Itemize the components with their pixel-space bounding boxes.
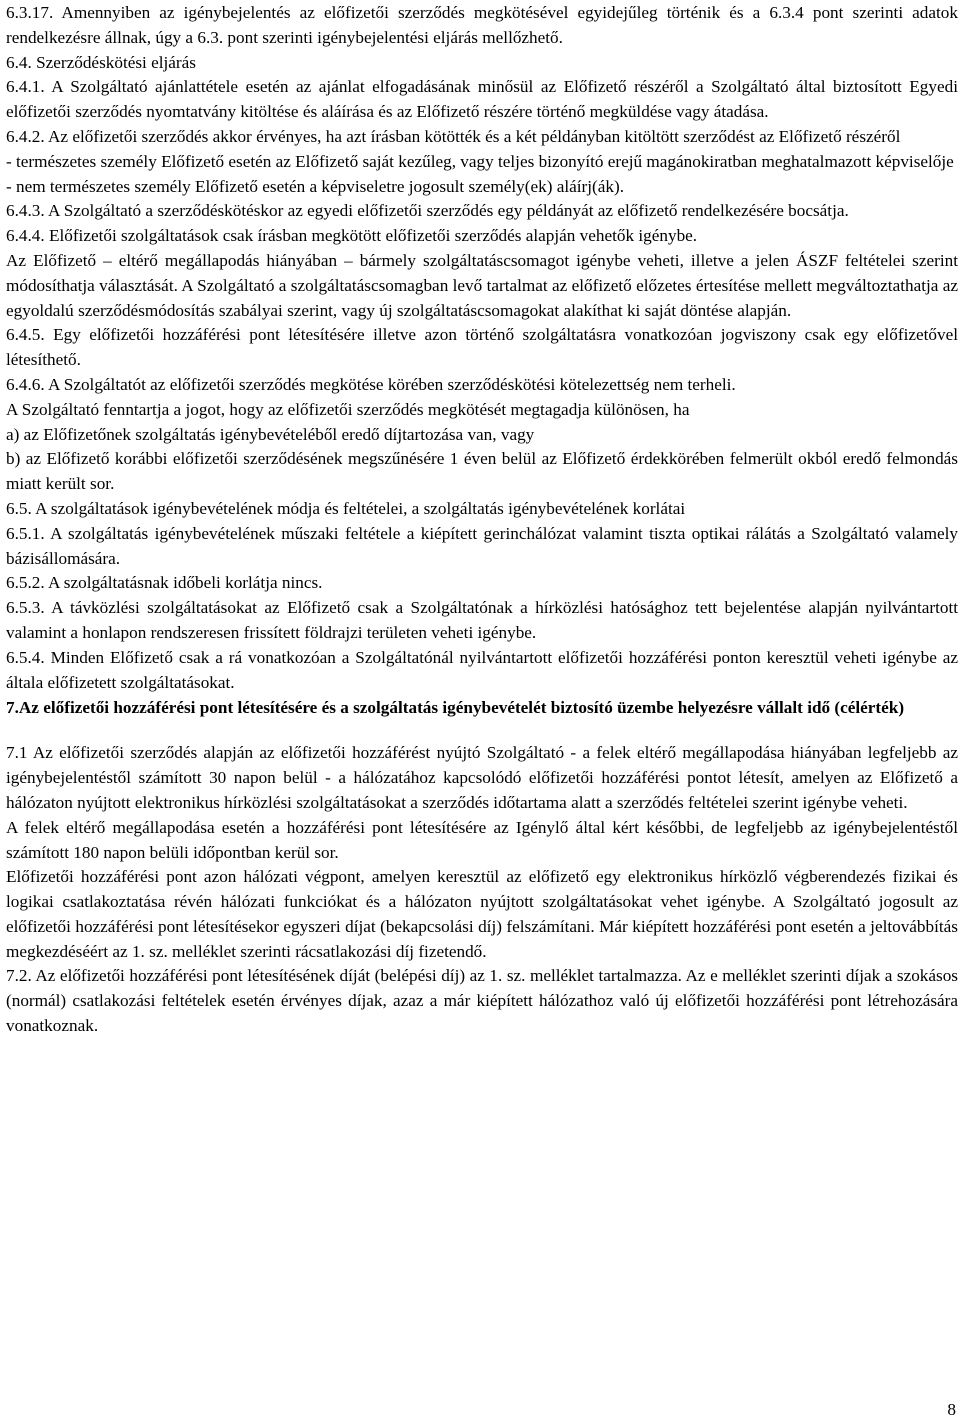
section-heading-7: 7.Az előfizetői hozzáférési pont létesítésére és a szolgáltatás igénybevételét biztosító üzembe helyezésre vállalt idő (célérték) <box>6 698 905 718</box>
paragraph-6-5-3: 6.5.3. A távközlési szolgáltatásokat az Előfizető csak a Szolgáltatónak a hírközlési hatósághoz tett bejelentése alapján nyilvántartott valamint a honlapon rendszeresen frissített földrajzi területen veheti igénybe. <box>6 598 958 642</box>
paragraph-6-5-4: 6.5.4. Minden Előfizető csak a rá vonatkozóan a Szolgáltatónál nyilvántartott előfizetői hozzáférési ponton keresztül veheti igénybe az általa előfizetett szolgáltatásokat. <box>6 647 958 692</box>
paragraph-6-4-5: 6.4.5. Egy előfizetői hozzáférési pont létesítésére illetve azon történő szolgáltatásra vonatkozóan jogviszony csak egy előfizetővel létesíthető. <box>6 325 958 370</box>
list-item-legal-person: - nem természetes személy Előfizető esetén a képviseletre jogosult személy(ek) aláírj(ák). <box>6 176 625 196</box>
paragraph-7-1: 7.1 Az előfizetői szerződés alapján az előfizetői hozzáférést nyújtó Szolgáltató - a felek eltérő megállapodása hiányában legfeljebb az igénybejelentéstől számított 30 napon belül - a hálózatához kapcsolódó előfizetői hozzáférési pontot létesít, amelyen az Előfizető a hálózaton nyújtott elektronikus hírközlési szolgáltatásokat a szerződés időtartama alatt a szerződés feltételei szerint igénybe veheti. <box>6 743 958 812</box>
list-item-natural-person: - természetes személy Előfizető esetén az Előfizető saját kezűleg, vagy teljes bizonyító erejű magánokiratban meghatalmazott képviselője <box>6 151 954 171</box>
paragraph-service-packages: Az Előfizető – eltérő megállapodás hiányában – bármely szolgáltatáscsomagot igénybe veheti, illetve a jelen ÁSZF feltételei szerint módosíthatja választását. A Szolgáltató a szolgáltatáscsomagban levő tartalmat az előfizető előzetes értesítése mellett megváltoztathatja az egyoldalú szerződésmódosítás szabályai szerint, vagy új szolgáltatáscsomagokat alakíthat ki saját döntése alapján. <box>6 250 958 320</box>
paragraph-6-5-1: 6.5.1. A szolgáltatás igénybevételének műszaki feltétele a kiépített gerinchálózat valamint tiszta optikai rálátás a Szolgáltató valamely bázisállomására. <box>6 523 958 568</box>
paragraph-access-point-definition: Előfizetői hozzáférési pont azon hálózati végpont, amelyen keresztül az előfizető egy elektronikus hírközlő végberendezés fizikai és logikai csatlakoztatása révén hálózati funkciókat és a hálózaton nyújtott szolgáltatásokat vehet igénybe. A Szolgáltató jogosult az előfizetői hozzáférési pont létesítésekor egyszeri díjat (bekapcsolási díj) felszámítani. Már kiépített hozzáférési pont esetén a jeltovábbítás megkezdéséért az 1. sz. melléklet szerinti rácsatlakozási díj fizetendő. <box>6 867 958 961</box>
paragraph-6-4-4: 6.4.4. Előfizetői szolgáltatások csak írásban megkötött előfizetői szerződés alapján vehetők igénybe. <box>6 226 698 246</box>
page-number: 8 <box>947 1400 956 1419</box>
list-item-b: b) az Előfizető korábbi előfizetői szerződésének megszűnésére 1 éven belül az Előfizető érdekkörében felmerült okból eredő felmondás miatt került sor. <box>6 449 958 494</box>
paragraph-6-4-6: 6.4.6. A Szolgáltatót az előfizetői szerződés megkötése körében szerződéskötési kötelezettség nem terheli. <box>6 374 736 394</box>
paragraph-refusal-right: A Szolgáltató fenntartja a jogot, hogy az előfizetői szerződés megkötését megtagadja különösen, ha <box>6 399 690 419</box>
paragraph-6-4-1: 6.4.1. A Szolgáltató ajánlattétele esetén az ajánlat elfogadásának minősül az Előfizető részéről a Szolgáltató által biztosított Egyedi előfizetői szerződés nyomtatvány kitöltése és aláírása és az Előfizető részére történő megküldése vagy átadása. <box>6 77 958 122</box>
paragraph-6-3-17: 6.3.17. Amennyiben az igénybejelentés az előfizetői szerződés megkötésével egyidejűleg történik és a 6.3.4 pont szerinti adatok rendelkezésre állnak, úgy a 6.3. pont szerinti igénybejelentési eljárás mellőzhető. <box>6 3 958 47</box>
document-page <box>6 1 958 1039</box>
list-item-a: a) az Előfizetőnek szolgáltatás igénybevételéből eredő díjtartozása van, vagy <box>6 424 535 444</box>
paragraph-6-5-2: 6.5.2. A szolgáltatásnak időbeli korlátja nincs. <box>6 573 323 593</box>
section-heading-6-5: 6.5. A szolgáltatások igénybevételének módja és feltételei, a szolgáltatás igénybevételének korlátai <box>6 498 686 518</box>
paragraph-later-date: A felek eltérő megállapodása esetén a hozzáférési pont létesítésére az Igénylő által kért későbbi, de legfeljebb az igénybejelentéstől számított 180 napon belüli időpontban kerül sor. <box>6 817 958 862</box>
paragraph-6-4-3: 6.4.3. A Szolgáltató a szerződéskötéskor az egyedi előfizetői szerződés egy példányát az előfizető rendelkezésére bocsátja. <box>6 201 849 221</box>
section-heading-6-4: 6.4. Szerződéskötési eljárás <box>6 52 196 72</box>
paragraph-6-4-2: 6.4.2. Az előfizetői szerződés akkor érvényes, ha azt írásban kötötték és a két példányban kitöltött szerződést az Előfizető részéről <box>6 126 901 146</box>
paragraph-7-2: 7.2. Az előfizetői hozzáférési pont létesítésének díját (belépési díj) az 1. sz. melléklet tartalmazza. Az e melléklet szerinti díjak a szokásos (normál) csatlakozási feltételek esetén érvényes díjak, azaz a már kiépített hálózathoz való új előfizetői hozzáférési pont létrehozására vonatkoznak. <box>6 966 958 1036</box>
